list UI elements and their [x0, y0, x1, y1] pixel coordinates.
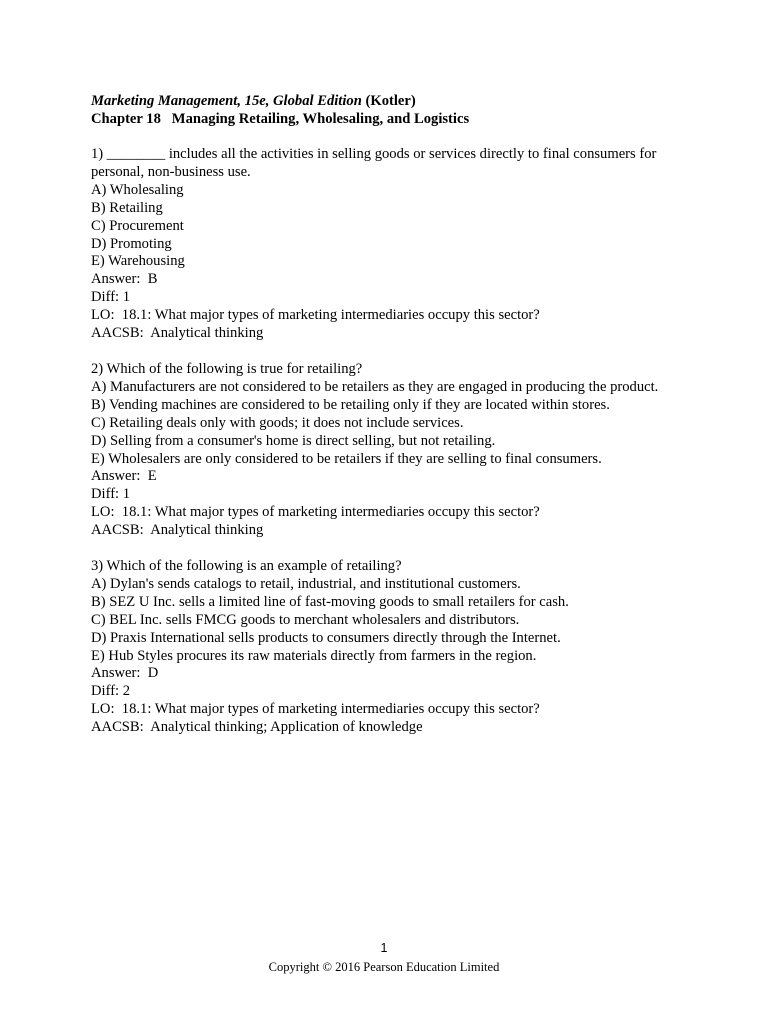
- question-stem: 2) Which of the following is true for retailing?: [91, 360, 363, 377]
- option-b: B) Vending machines are considered to be retailing only if they are located within stores.: [91, 396, 610, 413]
- chapter-title: Chapter 18 Managing Retailing, Wholesaling, and Logistics: [91, 111, 470, 127]
- option-e: E) Warehousing: [91, 253, 185, 270]
- author: (Kotler): [365, 93, 416, 109]
- page-number: 1: [380, 941, 388, 955]
- document-page: [91, 92, 691, 737]
- question-2: [91, 361, 691, 540]
- question-3: [91, 558, 691, 737]
- option-b: B) SEZ U Inc. sells a limited line of fast-moving goods to small retailers for cash.: [91, 593, 569, 610]
- option-a: A) Dylan's sends catalogs to retail, industrial, and institutional customers.: [91, 575, 521, 592]
- learning-objective: LO: 18.1: What major types of marketing intermediaries occupy this sector?: [91, 504, 540, 521]
- question-stem: 3) Which of the following is an example of retailing?: [91, 558, 402, 575]
- book-title-line: [91, 92, 691, 110]
- learning-objective: LO: 18.1: What major types of marketing intermediaries occupy this sector?: [91, 701, 540, 718]
- difficulty: Diff: 1: [91, 289, 131, 306]
- option-b: B) Retailing: [91, 199, 163, 216]
- option-c: C) Retailing deals only with goods; it does not include services.: [91, 414, 464, 431]
- option-d: D) Selling from a consumer's home is direct selling, but not retailing.: [91, 432, 496, 449]
- difficulty: Diff: 1: [91, 486, 131, 503]
- answer: Answer: E: [91, 468, 157, 485]
- difficulty: Diff: 2: [91, 683, 131, 700]
- question-1: [91, 146, 691, 343]
- option-a: A) Wholesaling: [91, 181, 184, 198]
- aacsb-tag: AACSB: Analytical thinking: [91, 325, 264, 342]
- answer: Answer: B: [91, 271, 158, 288]
- copyright-notice: Copyright © 2016 Pearson Education Limited: [268, 960, 500, 974]
- spacer: [91, 540, 691, 558]
- spacer: [91, 343, 691, 361]
- option-c: C) BEL Inc. sells FMCG goods to merchant wholesalers and distributors.: [91, 611, 520, 628]
- option-d: D) Promoting: [91, 235, 172, 252]
- aacsb-tag: AACSB: Analytical thinking; Application of knowledge: [91, 719, 423, 736]
- aacsb-tag: AACSB: Analytical thinking: [91, 522, 264, 539]
- option-a: A) Manufacturers are not considered to be retailers as they are engaged in producing the product.: [91, 378, 659, 395]
- option-e: E) Hub Styles procures its raw materials directly from farmers in the region.: [91, 647, 537, 664]
- option-c: C) Procurement: [91, 217, 184, 234]
- answer: Answer: D: [91, 665, 159, 682]
- book-title: Marketing Management, 15e, Global Edition: [91, 93, 362, 109]
- spacer: [91, 128, 691, 146]
- learning-objective: LO: 18.1: What major types of marketing intermediaries occupy this sector?: [91, 307, 540, 324]
- option-d: D) Praxis International sells products to consumers directly through the Internet.: [91, 629, 561, 646]
- option-e: E) Wholesalers are only considered to be retailers if they are selling to final consumers.: [91, 450, 602, 467]
- question-stem: 1) ________ includes all the activities in selling goods or services directly to final consumers for personal, non-business use.: [91, 146, 657, 180]
